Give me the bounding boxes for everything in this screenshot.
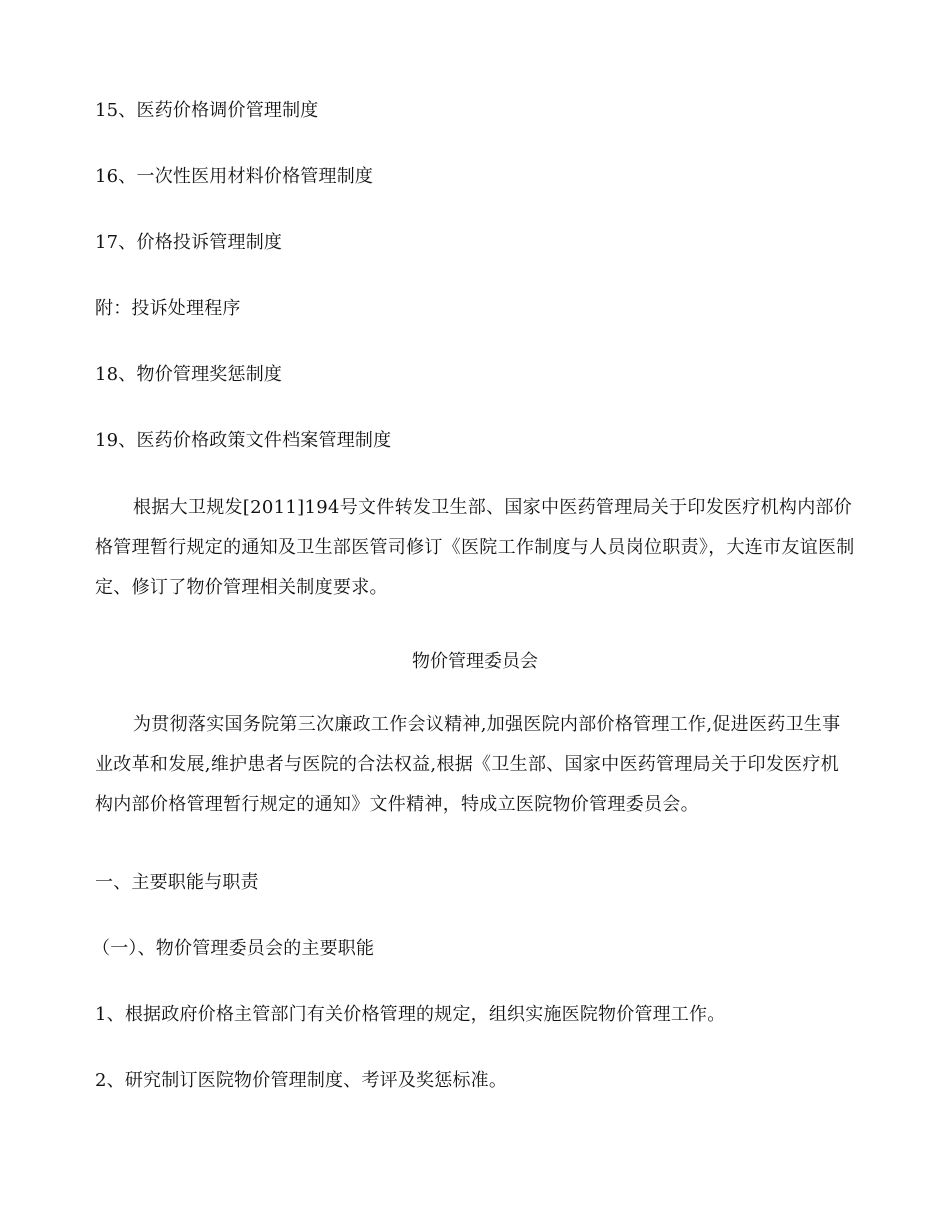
heading-committee-functions: （一）、物价管理委员会的主要职能 <box>92 938 375 959</box>
heading-main-functions: 一、主要职能与职责 <box>95 872 259 893</box>
list-item-17: 17、价格投诉管理制度 <box>95 232 283 253</box>
list-item-15: 15、医药价格调价管理制度 <box>95 100 319 121</box>
list-item-16: 16、一次性医用材料价格管理制度 <box>95 166 374 187</box>
section-paragraph: 为贯彻落实国务院第三次廉政工作会议精神,加强医院内部价格管理工作,促进医药卫生事业改革和发展,维护患者与医院的合法权益,根据《卫生部、国家中医药管理局关于印发医疗机构内部价格管理暂行规定的通知》文件精神，特成立医院物价管理委员会。 <box>95 714 841 815</box>
list-item-appendix: 附：投诉处理程序 <box>95 298 241 319</box>
list-item-18: 18、物价管理奖惩制度 <box>95 364 283 385</box>
duty-item-1: 1、根据政府价格主管部门有关价格管理的规定，组织实施医院物价管理工作。 <box>95 1004 726 1025</box>
list-item-19: 19、医药价格政策文件档案管理制度 <box>95 430 392 451</box>
section-title: 物价管理委员会 <box>412 651 538 672</box>
duty-item-2: 2、研究制订医院物价管理制度、考评及奖惩标准。 <box>95 1070 508 1091</box>
intro-paragraph: 根据大卫规发[2011]194号文件转发卫生部、国家中医药管理局关于印发医疗机构内部价格管理暂行规定的通知及卫生部医管司修订《医院工作制度与人员岗位职责》，大连市友谊医制定、修订了物价管理相关制度要求。 <box>95 497 855 598</box>
